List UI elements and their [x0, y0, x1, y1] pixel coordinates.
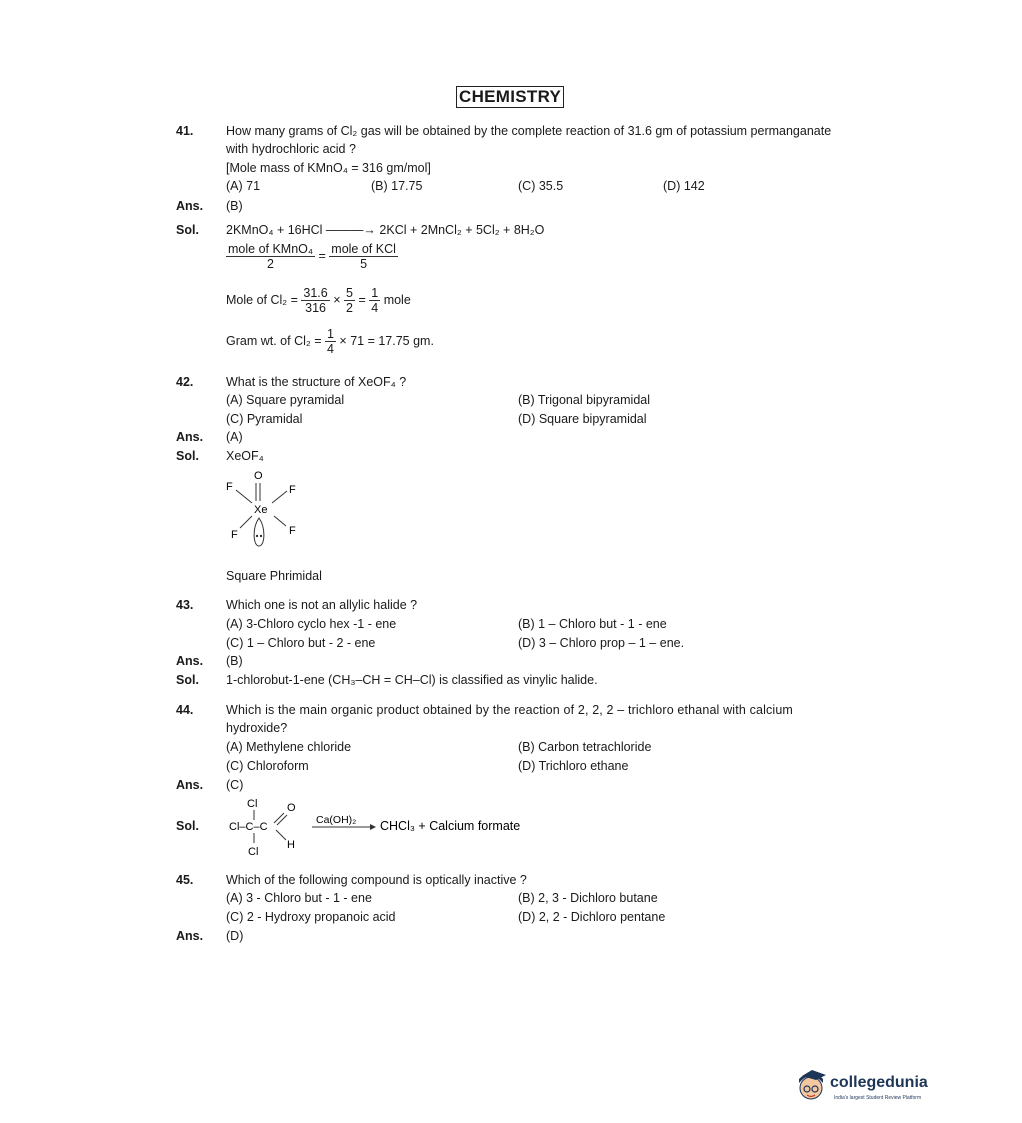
answer-value: (C) — [226, 778, 244, 792]
xeof4-structure — [222, 466, 312, 554]
option-a: (A) 3-Chloro cyclo hex -1 - ene — [226, 617, 397, 631]
option-c: (C) 35.5 — [518, 179, 564, 193]
question-text: Which of the following compound is optically inactive ? — [226, 873, 527, 887]
option-d: (D) Trichloro ethane — [518, 759, 629, 773]
question-text: Which is the main organic product obtained by the reaction of 2, 2, 2 – trichloro ethanal with calcium — [226, 703, 793, 717]
numerator: 1 — [371, 286, 379, 300]
question-number: 42. — [176, 375, 194, 389]
double-bond — [274, 813, 284, 823]
option-d: (D) 2, 2 - Dichloro pentane — [518, 910, 666, 924]
bond — [236, 490, 252, 503]
lone-pair-dot — [256, 535, 258, 537]
denominator: 2 — [267, 257, 274, 271]
bond — [272, 491, 287, 503]
option-d: (D) Square bipyramidal — [518, 412, 647, 426]
answer-value: (D) — [226, 929, 244, 943]
fluorine-atom: F — [289, 484, 296, 496]
arrow-head — [370, 824, 376, 830]
collegedunia-logo — [796, 1066, 936, 1108]
question-text: [Mole mass of KMnO₄ = 316 gm/mol] — [226, 161, 431, 175]
solution-label: Sol. — [176, 223, 199, 237]
solution-tail: Square Phrimidal — [226, 569, 322, 583]
option-c: (C) Chloroform — [226, 759, 309, 773]
option-b: (B) Trigonal bipyramidal — [518, 393, 650, 407]
option-b: (B) 2, 3 - Dichloro butane — [518, 891, 658, 905]
denominator: 4 — [371, 301, 379, 315]
question-number: 43. — [176, 598, 194, 612]
xenon-atom: Xe — [254, 504, 268, 516]
numerator: mole of KMnO₄ — [228, 242, 313, 256]
question-number: 41. — [176, 124, 194, 138]
denominator: 316 — [305, 301, 326, 315]
reaction-equation: 2KMnO₄ + 16HCl ———→ 2KCl + 2MnCl₂ + 5Cl₂ + 8H₂O — [226, 223, 545, 237]
carbon-chain: Cl–C–C — [229, 821, 268, 833]
lone-pair-dot — [260, 535, 262, 537]
double-bond — [277, 815, 287, 825]
page-title: CHEMISTRY — [456, 86, 564, 108]
numerator: 5 — [346, 286, 353, 300]
option-b: (B) Carbon tetrachloride — [518, 740, 652, 754]
question-number: 44. — [176, 703, 194, 717]
option-b: (B) 17.75 — [371, 179, 423, 193]
hydrogen-atom: H — [287, 839, 295, 851]
numerator: mole of KCl — [331, 242, 396, 256]
chlorine-atom: Cl — [248, 846, 259, 858]
mole-unit: mole — [383, 292, 411, 307]
question-text: What is the structure of XeOF₄ ? — [226, 375, 407, 389]
answer-label: Ans. — [176, 199, 204, 213]
solution-head: XeOF₄ — [226, 449, 264, 463]
option-d: (D) 3 – Chloro prop – 1 – ene. — [518, 636, 685, 650]
option-c: (C) 1 – Chloro but - 2 - ene — [226, 636, 376, 650]
question-text: Which one is not an allylic halide ? — [226, 598, 418, 612]
mole-ratio — [226, 242, 398, 271]
option-d: (D) 142 — [663, 179, 705, 193]
oxygen-atom: O — [287, 802, 296, 814]
question-number: 45. — [176, 873, 194, 887]
answer-label: Ans. — [176, 778, 204, 792]
student-mascot-icon — [796, 1066, 830, 1106]
option-a: (A) Methylene chloride — [226, 740, 352, 754]
denominator: 5 — [360, 257, 368, 271]
solution-label: Sol. — [176, 673, 199, 687]
answer-label: Ans. — [176, 929, 204, 943]
brand-tagline: India's largest Student Review Platform — [834, 1095, 922, 1101]
bond — [276, 830, 286, 840]
question-text: How many grams of Cl₂ gas will be obtained by the complete reaction of 31.6 gm of potassium permanganate — [226, 124, 832, 138]
denominator: 4 — [326, 342, 334, 356]
reagent-label: Ca(OH)₂ — [316, 814, 357, 826]
question-text: with hydrochloric acid ? — [226, 142, 356, 156]
equals-sign: = — [358, 292, 366, 307]
numerator: 31.6 — [303, 286, 328, 300]
bond — [274, 516, 286, 526]
option-a: (A) 3 - Chloro but - 1 - ene — [226, 891, 372, 905]
chloral-reaction — [224, 792, 544, 860]
brand-name: collegedunia — [830, 1074, 928, 1091]
numerator: 1 — [326, 327, 334, 341]
option-c: (C) 2 - Hydroxy propanoic acid — [226, 910, 396, 924]
oxygen-atom: O — [254, 470, 263, 482]
answer-value: (A) — [226, 430, 243, 444]
gram-result: × 71 = 17.75 gm. — [339, 333, 434, 348]
solution-label: Sol. — [176, 449, 199, 463]
fluorine-atom: F — [231, 529, 238, 541]
fluorine-atom: F — [289, 525, 296, 537]
option-a: (A) Square pyramidal — [226, 393, 345, 407]
gram-calculation — [226, 327, 434, 356]
fluorine-atom: F — [226, 481, 233, 493]
solution-text: 1-chlorobut-1-ene (CH₃–CH = CH–Cl) is classified as vinylic halide. — [226, 673, 598, 687]
product-text: CHCl₃ + Calcium formate — [380, 819, 521, 833]
solution-label: Sol. — [176, 819, 199, 833]
mole-calculation — [226, 286, 411, 315]
chlorine-atom: Cl — [247, 798, 258, 810]
times-sign: × — [333, 292, 341, 307]
answer-label: Ans. — [176, 430, 204, 444]
gram-label: Gram wt. of Cl₂ = — [226, 333, 322, 348]
bond — [240, 516, 252, 528]
option-a: (A) 71 — [226, 179, 261, 193]
denominator: 2 — [346, 301, 353, 315]
question-text: hydroxide? — [226, 721, 288, 735]
option-b: (B) 1 – Chloro but - 1 - ene — [518, 617, 667, 631]
answer-value: (B) — [226, 654, 243, 668]
answer-value: (B) — [226, 199, 243, 213]
equals-sign: = — [318, 248, 326, 263]
lone-pair-lobe — [254, 518, 264, 546]
option-c: (C) Pyramidal — [226, 412, 303, 426]
mole-label: Mole of Cl₂ = — [226, 292, 298, 307]
answer-label: Ans. — [176, 654, 204, 668]
